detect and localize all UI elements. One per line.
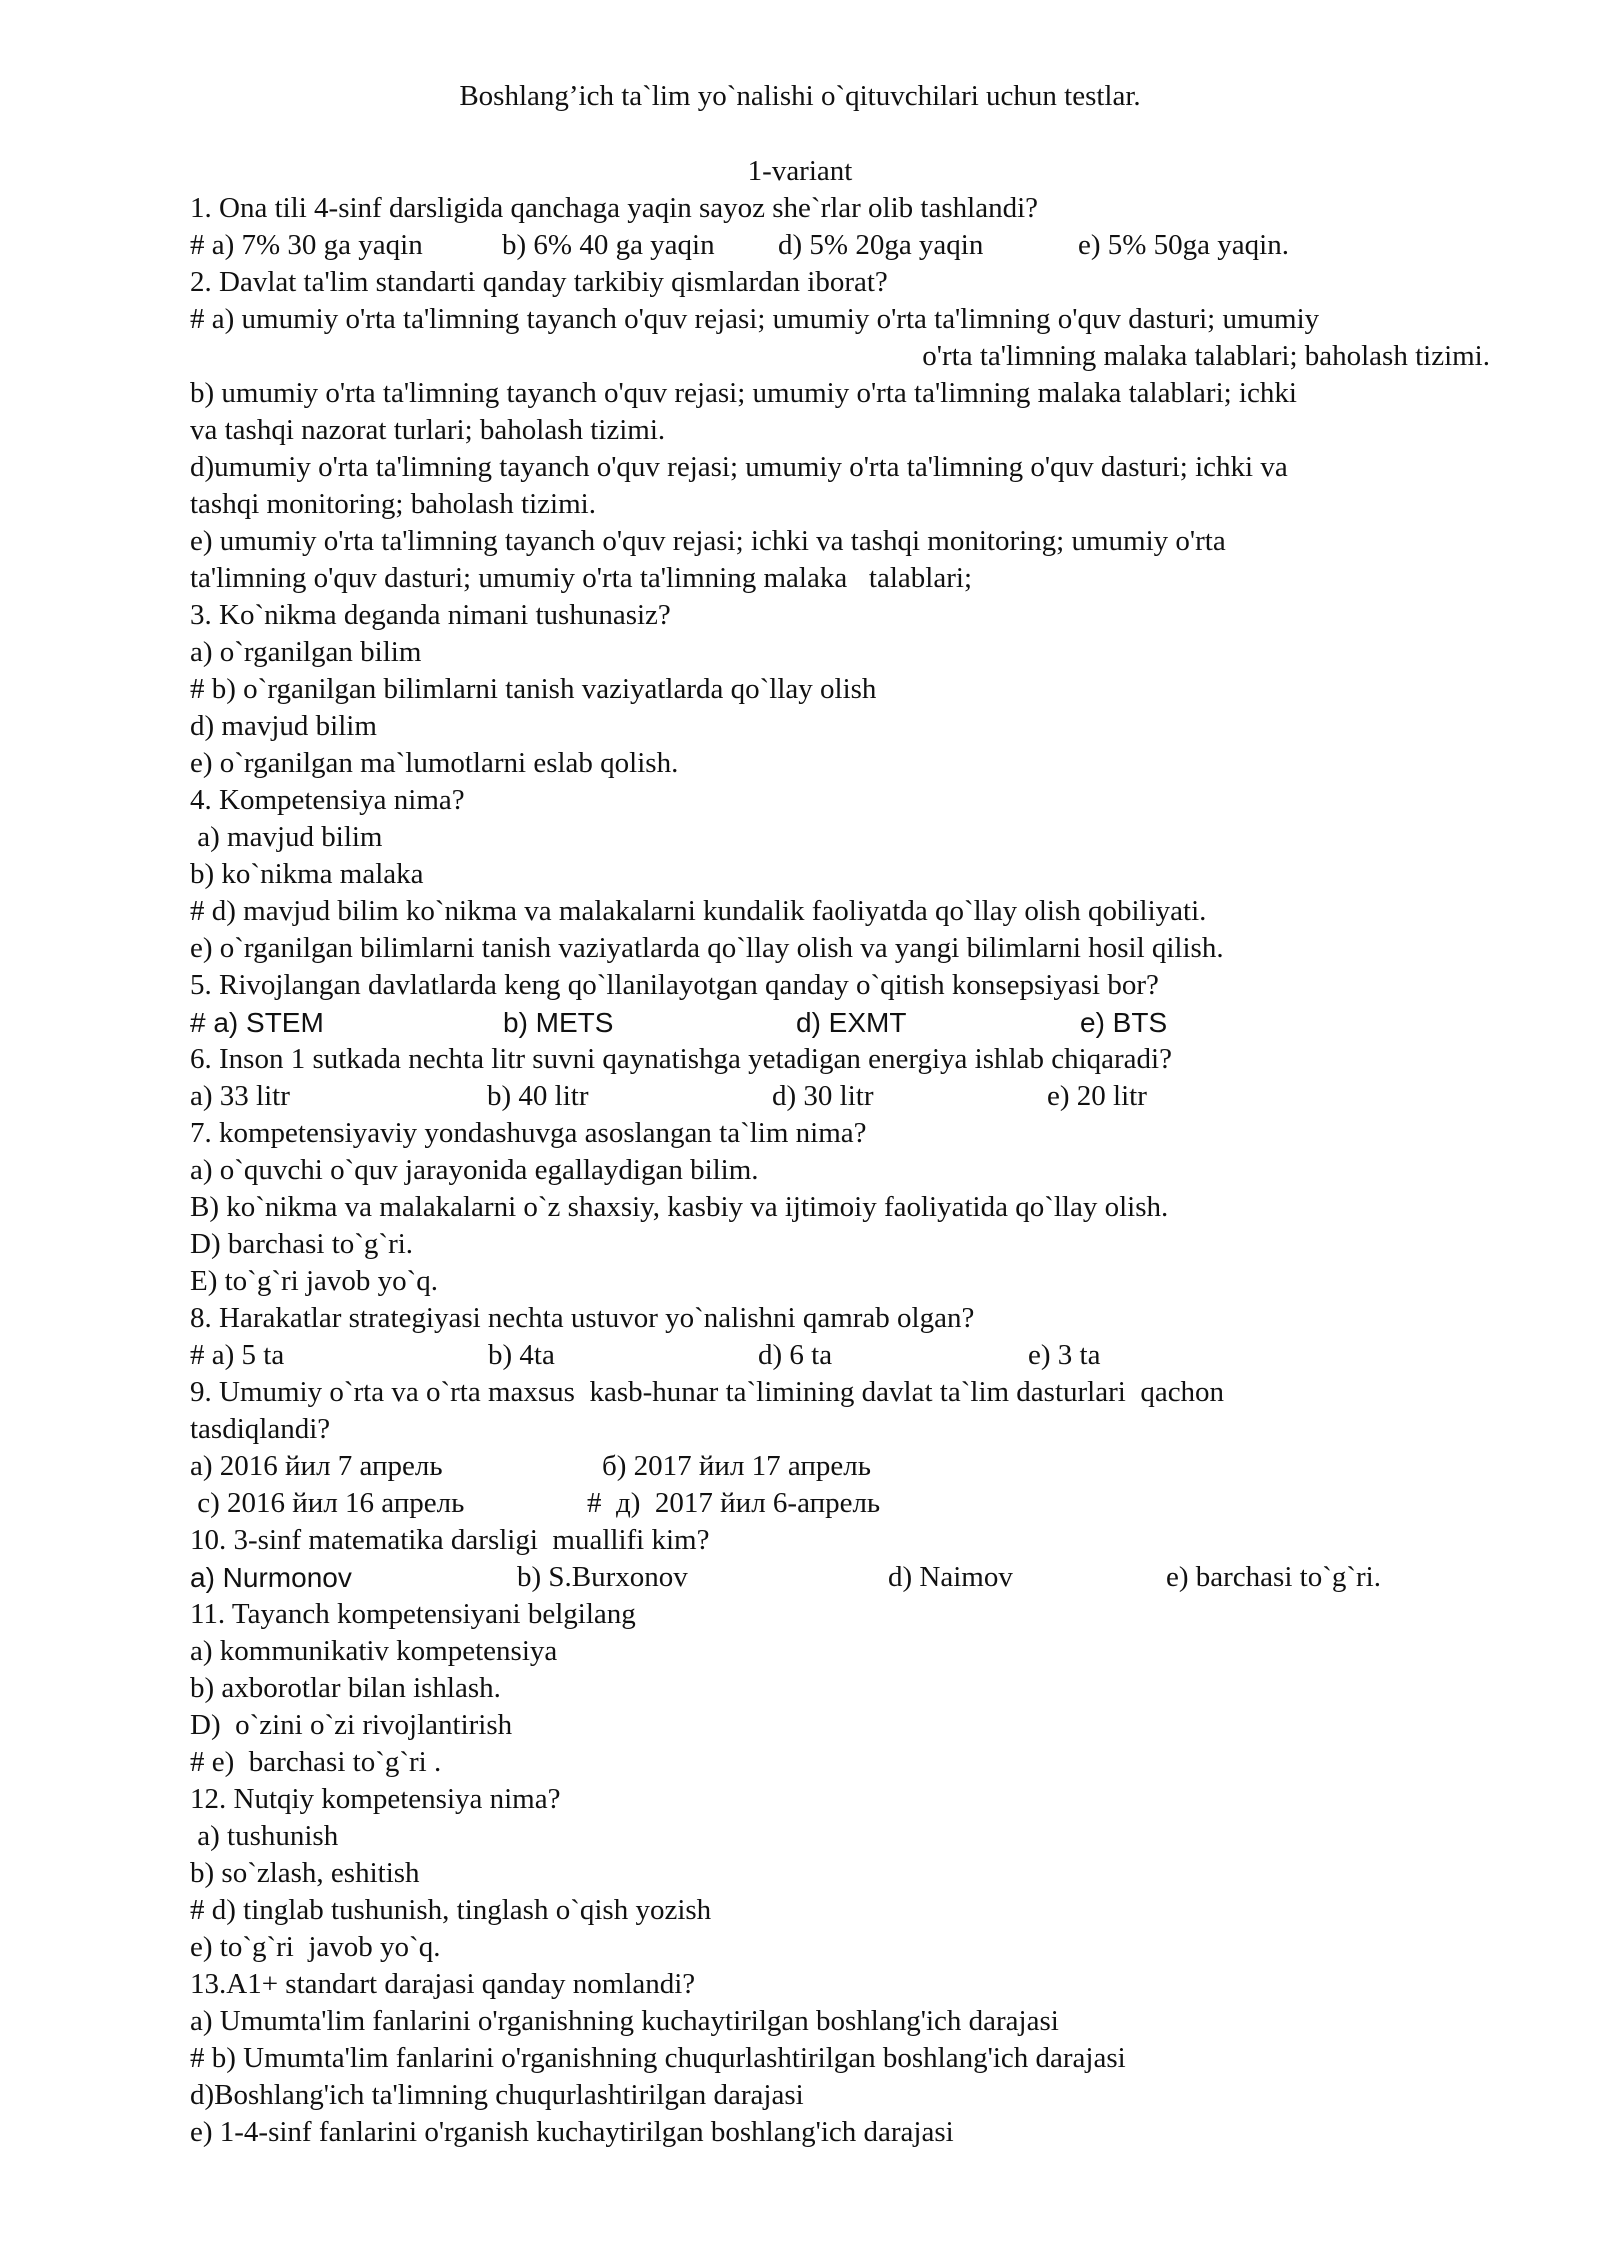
option-d: D) barchasi to`g`ri. bbox=[190, 1228, 414, 1260]
option-e: e) BTS bbox=[1080, 1007, 1168, 1038]
options-row-10 bbox=[190, 1559, 1510, 1596]
option-d: d) EXMT bbox=[796, 1007, 907, 1038]
option-d: d) 5% 20ga yaqin bbox=[778, 229, 984, 261]
option-e: e) 5% 50ga yaqin. bbox=[1078, 229, 1289, 261]
question-9-line-1: 9. Umumiy o`rta va o`rta maxsus kasb-hunar ta`limining davlat ta`lim dasturlari qachon bbox=[190, 1376, 1225, 1408]
question-9-line-2: tasdiqlandi? bbox=[190, 1413, 331, 1445]
option-b: B) ko`nikma va malakalarni o`z shaxsiy, kasbiy va ijtimoiy faoliyatida qo`llay olish. bbox=[190, 1191, 1169, 1223]
option-b-line-2: va tashqi nazorat turlari; baholash tizimi. bbox=[190, 414, 666, 446]
option-a: a) tushunish bbox=[190, 1820, 339, 1852]
option-e: e) to`g`ri javob yo`q. bbox=[190, 1931, 441, 1963]
option-d: # д) 2017 йил 6-апрель bbox=[587, 1487, 881, 1519]
options-row-8 bbox=[190, 1337, 1510, 1374]
option-b: b) 40 litr bbox=[487, 1080, 589, 1112]
option-a: # a) STEM bbox=[190, 1007, 324, 1038]
question-10: 10. 3-sinf matematika darsligi muallifi kim? bbox=[190, 1524, 710, 1556]
options-row-9a bbox=[190, 1448, 1510, 1485]
option-a-line-1: # a) umumiy o'rta ta'limning tayanch o'quv rejasi; umumiy o'rta ta'limning o'quv dasturi; umumiy bbox=[190, 303, 1320, 335]
option-d: d)Boshlang'ich ta'limning chuqurlashtirilgan darajasi bbox=[190, 2079, 804, 2111]
option-a: a) mavjud bilim bbox=[190, 821, 383, 853]
option-e: e) barchasi to`g`ri. bbox=[1166, 1561, 1381, 1593]
option-e: E) to`g`ri javob yo`q. bbox=[190, 1265, 439, 1297]
option-e: e) o`rganilgan ma`lumotlarni eslab qolish. bbox=[190, 747, 679, 779]
option-b: b) METS bbox=[503, 1007, 614, 1038]
option-a: a) Umumta'lim fanlarini o'rganishning kuchaytirilgan boshlang'ich darajasi bbox=[190, 2005, 1059, 2037]
question-8: 8. Harakatlar strategiyasi nechta ustuvor yo`nalishni qamrab olgan? bbox=[190, 1302, 975, 1334]
option-e: e) o`rganilgan bilimlarni tanish vaziyatlarda qo`llay olish va yangi bilimlarni hosil qilish. bbox=[190, 932, 1224, 964]
option-d: d) mavjud bilim bbox=[190, 710, 377, 742]
option-e: # e) barchasi to`g`ri . bbox=[190, 1746, 442, 1778]
option-e-line-1: e) umumiy o'rta ta'limning tayanch o'quv rejasi; ichki va tashqi monitoring; umumiy o'rta bbox=[190, 525, 1226, 557]
option-d: d) Naimov bbox=[888, 1561, 1013, 1593]
option-b: # b) Umumta'lim fanlarini o'rganishning chuqurlashtirilgan boshlang'ich darajasi bbox=[190, 2042, 1126, 2074]
option-a: # a) 7% 30 ga yaqin bbox=[190, 229, 423, 261]
option-a: a) o`rganilgan bilim bbox=[190, 636, 422, 668]
option-d: d) 6 ta bbox=[758, 1339, 833, 1371]
option-a: а) 2016 йил 7 апрель bbox=[190, 1450, 443, 1482]
option-d-line-2: tashqi monitoring; baholash tizimi. bbox=[190, 488, 596, 520]
option-d: d) 30 litr bbox=[772, 1080, 874, 1112]
option-d: # d) mavjud bilim ko`nikma va malakalarni kundalik faoliyatda qo`llay olish qobiliyati. bbox=[190, 895, 1207, 927]
option-a: a) 33 litr bbox=[190, 1080, 290, 1112]
options-row-9b bbox=[190, 1485, 1510, 1522]
option-b-line-1: b) umumiy o'rta ta'limning tayanch o'quv rejasi; umumiy o'rta ta'limning malaka talablari; ichki bbox=[190, 377, 1297, 409]
question-11: 11. Tayanch kompetensiyani belgilang bbox=[190, 1598, 636, 1630]
option-d: D) o`zini o`zi rivojlantirish bbox=[190, 1709, 513, 1741]
question-12: 12. Nutqiy kompetensiya nima? bbox=[190, 1783, 561, 1815]
option-e: e) 1-4-sinf fanlarini o'rganish kuchaytirilgan boshlang'ich darajasi bbox=[190, 2116, 954, 2148]
option-b: b) ko`nikma malaka bbox=[190, 858, 424, 890]
option-c: с) 2016 йил 16 апрель bbox=[190, 1487, 465, 1519]
question-1: 1. Ona tili 4-sinf darsligida qanchaga yaqin sayoz she`rlar olib tashlandi? bbox=[190, 192, 1038, 224]
option-b: # b) o`rganilgan bilimlarni tanish vaziyatlarda qo`llay olish bbox=[190, 673, 877, 705]
options-row-5 bbox=[190, 1004, 1510, 1041]
option-a: a) o`quvchi o`quv jarayonida egallaydigan bilim. bbox=[190, 1154, 759, 1186]
question-4: 4. Kompetensiya nima? bbox=[190, 784, 465, 816]
option-e: e) 20 litr bbox=[1047, 1080, 1147, 1112]
option-b: b) S.Burxonov bbox=[517, 1561, 688, 1593]
question-7: 7. kompetensiyaviy yondashuvga asoslangan ta`lim nima? bbox=[190, 1117, 867, 1149]
variant-heading: 1-variant bbox=[747, 155, 853, 187]
option-d: # d) tinglab tushunish, tinglash o`qish yozish bbox=[190, 1894, 712, 1926]
document-title: Boshlang’ich ta`lim yo`nalishi o`qituvchilari uchun testlar. bbox=[459, 80, 1141, 112]
option-a: a) kommunikativ kompetensiya bbox=[190, 1635, 558, 1667]
option-b: b) 4ta bbox=[488, 1339, 555, 1371]
option-a: # a) 5 ta bbox=[190, 1339, 285, 1371]
option-a-line-2: o'rta ta'limning malaka talablari; baholash tizimi. bbox=[922, 340, 1490, 372]
question-3: 3. Ko`nikma deganda nimani tushunasiz? bbox=[190, 599, 671, 631]
option-b: b) axborotlar bilan ishlash. bbox=[190, 1672, 501, 1704]
option-e-line-2: ta'limning o'quv dasturi; umumiy o'rta ta'limning malaka talablari; bbox=[190, 562, 972, 594]
question-6: 6. Inson 1 sutkada nechta litr suvni qaynatishga yetadigan energiya ishlab chiqaradi? bbox=[190, 1043, 1172, 1075]
question-13: 13.A1+ standart darajasi qanday nomlandi? bbox=[190, 1968, 696, 2000]
option-b: б) 2017 йил 17 апрель bbox=[602, 1450, 872, 1482]
option-b: b) 6% 40 ga yaqin bbox=[502, 229, 715, 261]
options-row-1 bbox=[190, 227, 1510, 264]
option-d-line-1: d)umumiy o'rta ta'limning tayanch o'quv rejasi; umumiy o'rta ta'limning o'quv dasturi; ichki va bbox=[190, 451, 1288, 483]
question-5: 5. Rivojlangan davlatlarda keng qo`llanilayotgan qanday o`qitish konsepsiyasi bor? bbox=[190, 969, 1159, 1001]
question-2: 2. Davlat ta'lim standarti qanday tarkibiy qismlardan iborat? bbox=[190, 266, 888, 298]
option-e: e) 3 ta bbox=[1028, 1339, 1101, 1371]
options-row-6 bbox=[190, 1078, 1510, 1115]
option-b: b) so`zlash, eshitish bbox=[190, 1857, 420, 1889]
option-a: a) Nurmonov bbox=[190, 1562, 352, 1593]
